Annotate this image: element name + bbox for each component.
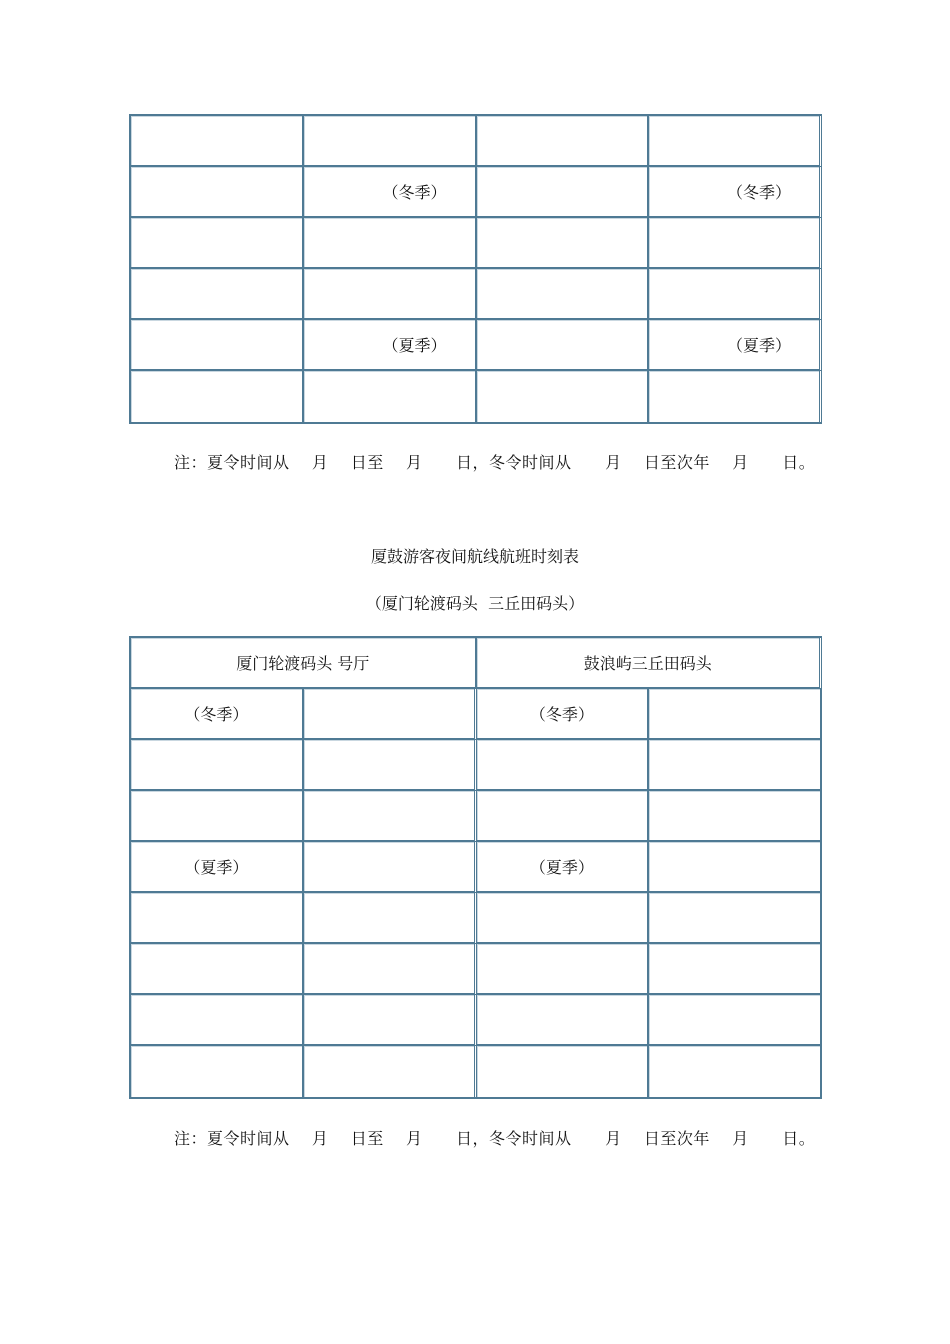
table-cell: [304, 995, 477, 1046]
table-cell: [304, 1046, 477, 1097]
table-cell: [131, 371, 304, 422]
table-cell: [131, 269, 304, 320]
season-label-summer: （夏季）: [131, 842, 304, 893]
table-cell: [477, 893, 650, 944]
schedule-table-1: [129, 114, 822, 424]
table-cell: [649, 893, 822, 944]
table-cell: [304, 269, 477, 320]
table-cell: [131, 167, 304, 218]
table-cell: [131, 893, 304, 944]
table-cell: [649, 842, 822, 893]
table-cell: [649, 689, 822, 740]
season-note: 注：夏令时间从 月 日至 月 日，冬令时间从 月 日至次年 月 日。: [174, 453, 816, 472]
table-cell: [304, 116, 477, 167]
table-cell: [304, 371, 477, 422]
table-cell: [649, 791, 822, 842]
table-cell: [477, 167, 650, 218]
season-label-winter: （冬季）: [477, 689, 650, 740]
table-cell: [131, 791, 304, 842]
table-cell: [649, 995, 822, 1046]
table-cell: [477, 116, 650, 167]
table-cell: [131, 320, 304, 371]
table-cell: [304, 791, 477, 842]
table-cell: [649, 116, 822, 167]
table-cell: [304, 893, 477, 944]
season-label-summer: （夏季）: [477, 842, 650, 893]
table-cell: [131, 1046, 304, 1097]
table-cell: [131, 740, 304, 791]
table-cell: [304, 689, 477, 740]
table-cell: [649, 1046, 822, 1097]
table-cell: [131, 218, 304, 269]
table-cell: [477, 1046, 650, 1097]
season-label-summer: （夏季）: [649, 320, 822, 371]
page-title: 厦鼓游客夜间航线航班时刻表: [370, 547, 579, 566]
table-cell: [477, 791, 650, 842]
table-cell: [304, 842, 477, 893]
table-cell: [131, 944, 304, 995]
season-label-winter: （冬季）: [649, 167, 822, 218]
season-label-summer: （夏季）: [304, 320, 477, 371]
season-note: 注：夏令时间从 月 日至 月 日，冬令时间从 月 日至次年 月 日。: [174, 1129, 816, 1148]
table-cell: [304, 218, 477, 269]
table-cell: [649, 944, 822, 995]
table-cell: [477, 995, 650, 1046]
table-cell: [477, 218, 650, 269]
page-subtitle: （厦门轮渡码头 三丘田码头）: [365, 594, 585, 613]
table-cell: [304, 944, 477, 995]
table-cell: [649, 218, 822, 269]
table-cell: [477, 740, 650, 791]
table-cell: [477, 269, 650, 320]
table-cell: [477, 944, 650, 995]
season-label-winter: （冬季）: [304, 167, 477, 218]
table-cell: [649, 740, 822, 791]
table-cell: [304, 740, 477, 791]
table-cell: [477, 371, 650, 422]
table-cell: [649, 269, 822, 320]
table-cell: [477, 320, 650, 371]
header-gulangyu-sanqiutian-terminal: 鼓浪屿三丘田码头: [477, 638, 823, 689]
table-cell: [131, 995, 304, 1046]
season-label-winter: （冬季）: [131, 689, 304, 740]
table-cell: [131, 116, 304, 167]
schedule-table-2: [129, 636, 822, 1099]
header-xiamen-ferry-terminal: 厦门轮渡码头 号厅: [131, 638, 477, 689]
table-cell: [649, 371, 822, 422]
